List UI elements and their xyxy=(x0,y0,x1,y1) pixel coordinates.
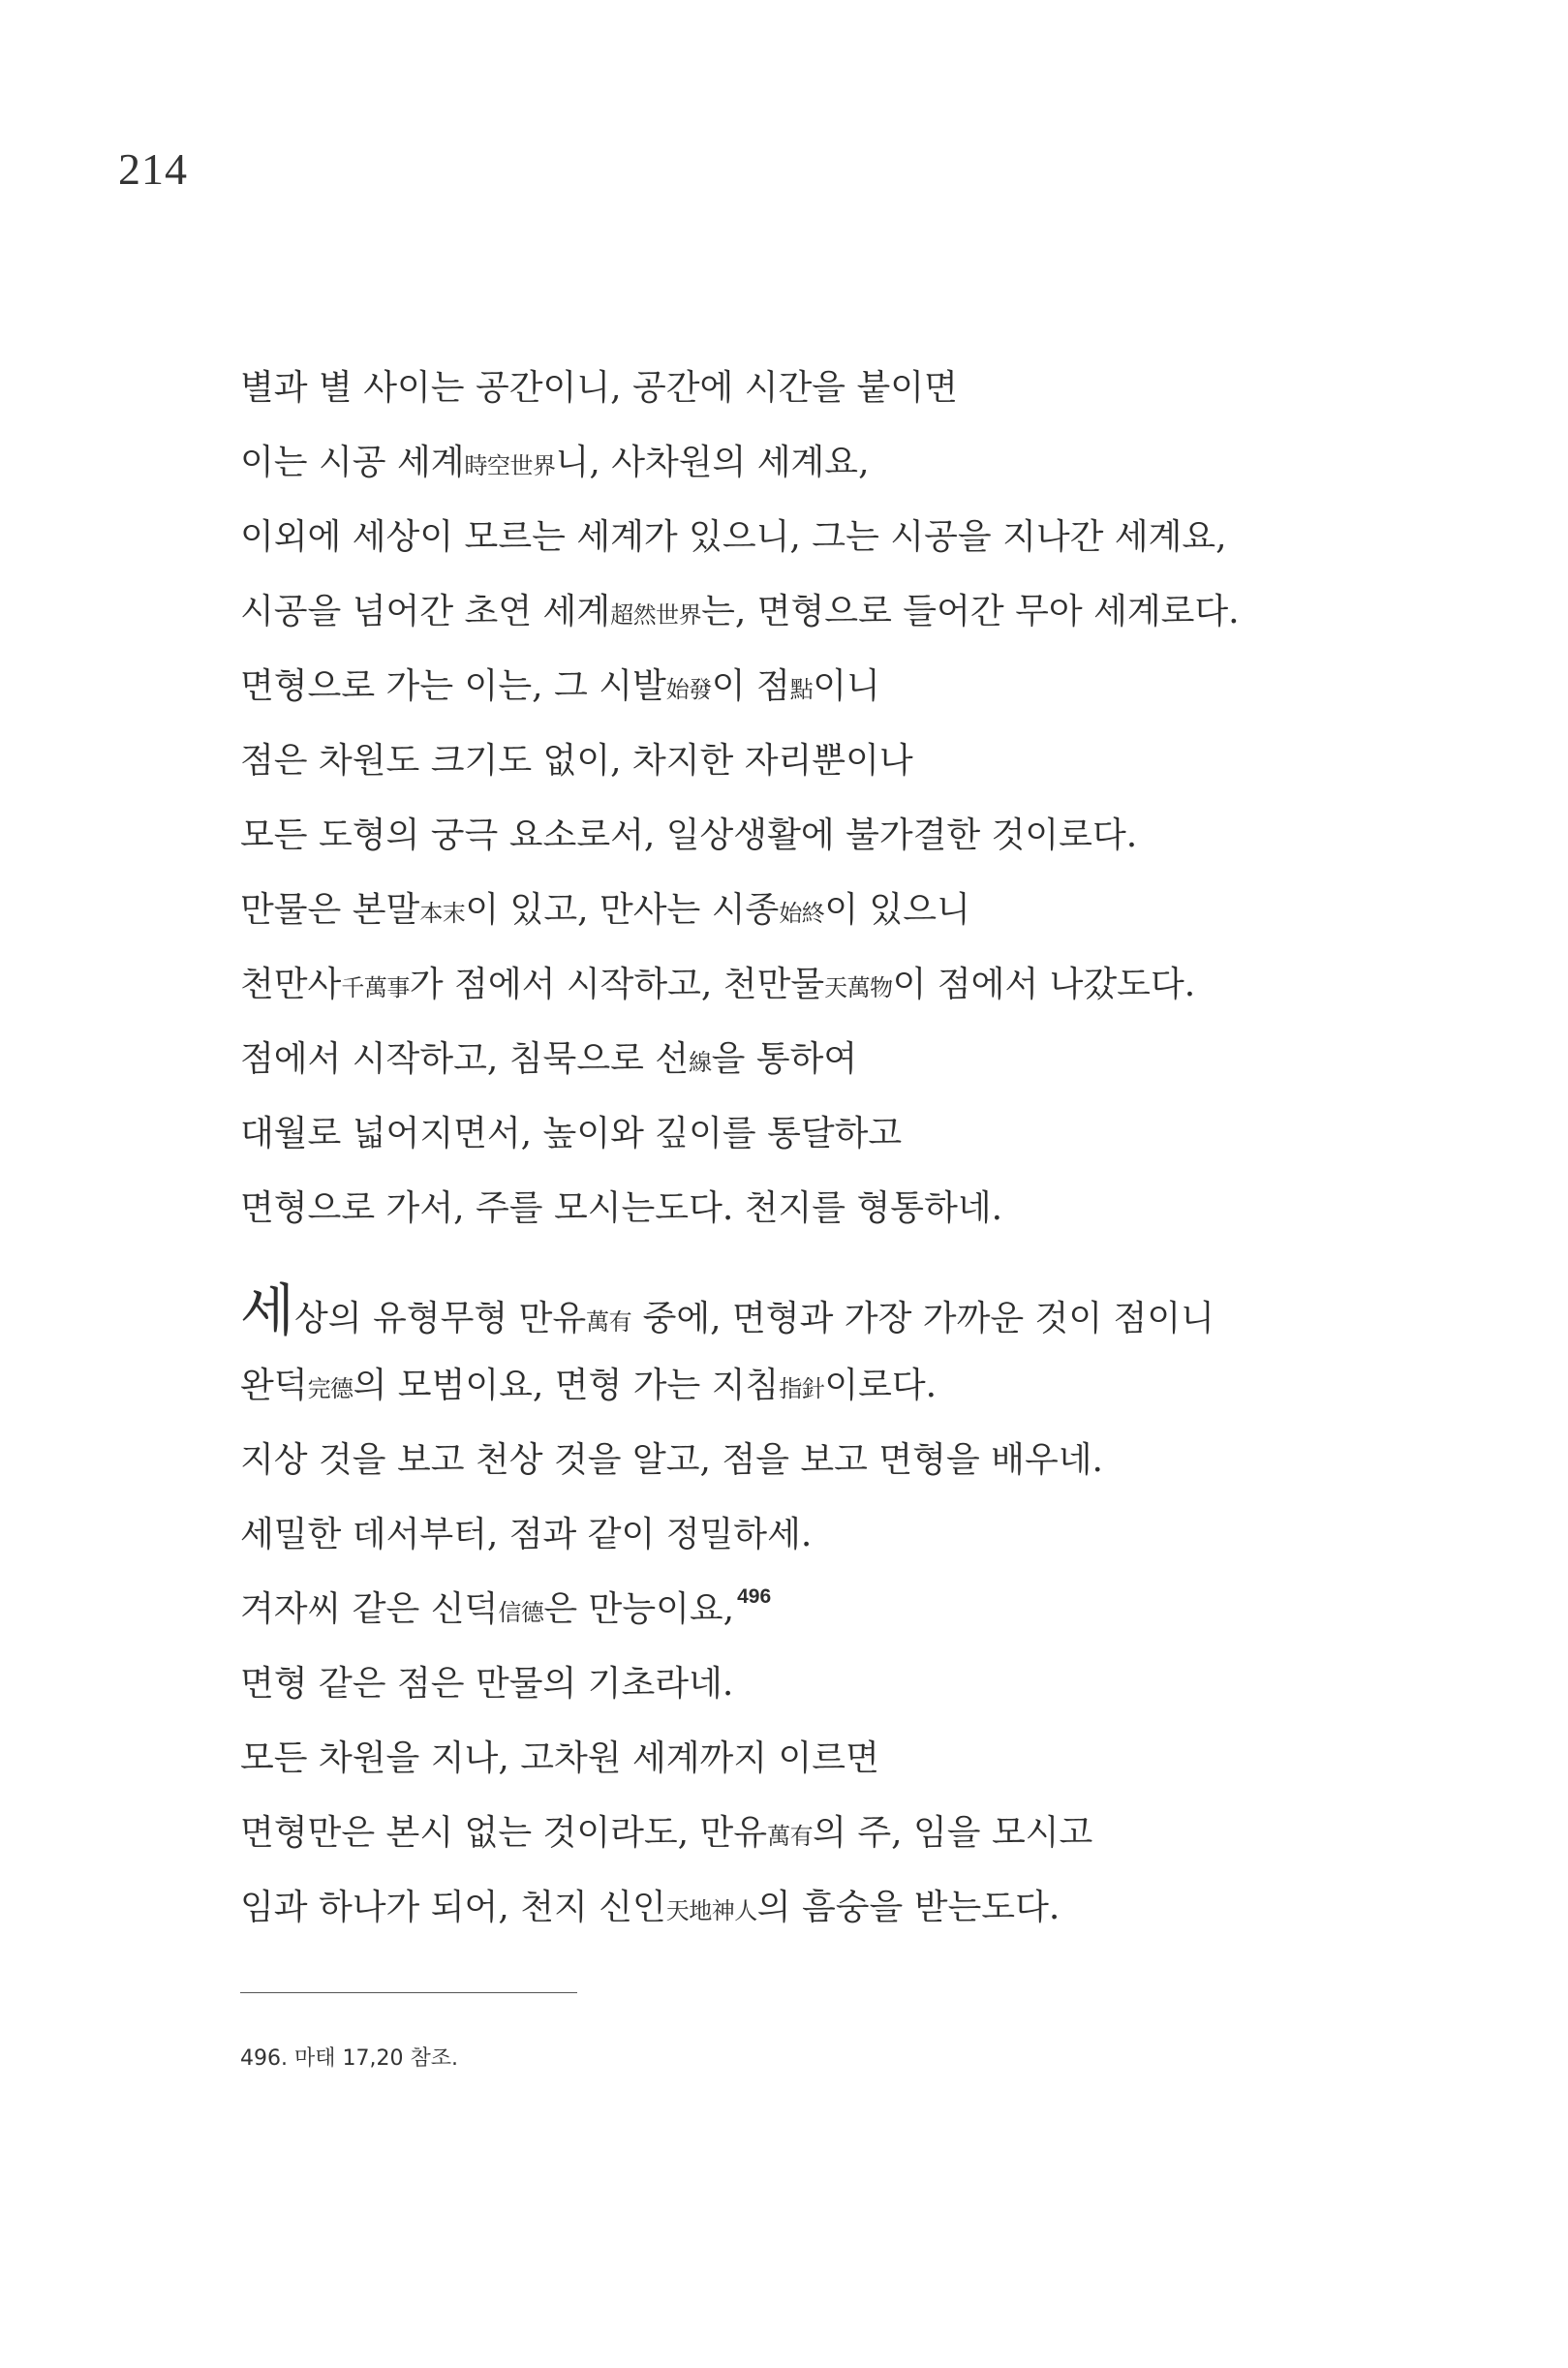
footnote-reference: 496 xyxy=(737,1585,772,1608)
poem-text: 의 흠숭을 받는도다. xyxy=(756,1888,1061,1927)
poem-text: 이니 xyxy=(813,666,880,706)
poem-text: 면형으로 가는 이는, 그 시발 xyxy=(240,666,666,706)
poem-text: 지상 것을 보고 천상 것을 알고, 점을 보고 면형을 배우네. xyxy=(240,1440,1103,1480)
poem-text: 의 모범이요, 면형 가는 지침 xyxy=(353,1366,780,1405)
hanja-annotation: 指針 xyxy=(779,1375,825,1402)
poem-text: 상의 유형무형 만유 xyxy=(294,1299,587,1338)
poem-stanza-2 xyxy=(240,1274,1402,1945)
poem-text: 의 주, 임을 모시고 xyxy=(813,1813,1093,1853)
footnote-divider xyxy=(240,1992,577,1993)
poem-line xyxy=(240,798,1402,873)
hanja-annotation: 超然世界 xyxy=(610,601,702,629)
poem-text: 중에, 면형과 가장 가까운 것이 점이니 xyxy=(631,1299,1214,1338)
poem-text: 별과 별 사이는 공간이니, 공간에 시간을 붙이면 xyxy=(240,368,958,408)
poem-text: 대월로 넓어지면서, 높이와 깊이를 통달하고 xyxy=(240,1114,903,1153)
poem-text: 니, 사차원의 세계요, xyxy=(555,443,870,482)
poem-text: 점은 차원도 크기도 없이, 차지한 자리뿐이나 xyxy=(240,741,913,781)
poem-line xyxy=(240,723,1402,798)
poem-line xyxy=(240,574,1402,649)
poem-text: 모든 도형의 궁극 요소로서, 일상생활에 불가결한 것이로다. xyxy=(240,815,1138,855)
hanja-annotation: 始終 xyxy=(779,900,825,927)
hanja-annotation: 始發 xyxy=(665,676,712,703)
poem-text: 만물은 본말 xyxy=(240,890,420,930)
poem-text: 이 점에서 나갔도다. xyxy=(892,965,1196,1004)
poem-line xyxy=(240,873,1402,947)
hanja-annotation: 線 xyxy=(689,1049,712,1076)
poem-line xyxy=(240,947,1402,1022)
poem-line xyxy=(240,1171,1402,1246)
poem-text: 이 점 xyxy=(711,666,790,706)
poem-line xyxy=(240,1870,1402,1945)
poem-line xyxy=(240,649,1402,723)
hanja-annotation: 時空世界 xyxy=(464,452,556,479)
poem-line xyxy=(240,1022,1402,1096)
poem-text: 완덕 xyxy=(240,1366,308,1405)
poem-line xyxy=(240,1348,1402,1423)
poem-line xyxy=(240,1423,1402,1497)
hanja-annotation: 萬有 xyxy=(586,1308,632,1336)
poem-text: 가 점에서 시작하고, 천만물 xyxy=(409,965,825,1004)
hanja-annotation: 完德 xyxy=(307,1375,354,1402)
poem-text: 천만사 xyxy=(240,965,342,1004)
poem-text: 점에서 시작하고, 침묵으로 선 xyxy=(240,1039,690,1079)
hanja-annotation: 天萬物 xyxy=(824,974,893,1001)
poem-text: 을 통하여 xyxy=(711,1039,858,1079)
poem-text: 이로다. xyxy=(824,1366,938,1405)
poem-text: 시공을 넘어간 초연 세계 xyxy=(240,592,611,631)
poem-line xyxy=(240,425,1402,500)
poem-line xyxy=(240,1497,1402,1572)
poem-line xyxy=(240,1646,1402,1721)
page-number: 214 xyxy=(118,144,188,194)
poem-text: 모든 차원을 지나, 고차원 세계까지 이르면 xyxy=(240,1738,879,1778)
poem-line xyxy=(240,500,1402,574)
poem-text: 겨자씨 같은 신덕 xyxy=(240,1589,499,1629)
poem-line xyxy=(240,1721,1402,1796)
poem-line xyxy=(240,1274,1402,1348)
poem-text: 이 있으니 xyxy=(824,890,970,930)
hanja-annotation: 信德 xyxy=(498,1599,544,1626)
hanja-annotation: 萬有 xyxy=(767,1823,814,1850)
poem-text: 면형만은 본시 없는 것이라도, 만유 xyxy=(240,1813,768,1853)
poem-text: 는, 면형으로 들어간 무아 세계로다. xyxy=(701,592,1240,631)
poem-line xyxy=(240,1796,1402,1870)
poem-text: 이 있고, 만사는 시종 xyxy=(465,890,780,930)
hanja-annotation: 本末 xyxy=(419,900,466,927)
hanja-annotation: 點 xyxy=(789,676,814,703)
poem-stanza-1 xyxy=(240,351,1402,1246)
footnote-496: 496. 마태 17,20 참조. xyxy=(240,2046,458,2071)
drop-cap: 세 xyxy=(240,1277,295,1343)
poem-line xyxy=(240,1572,1402,1646)
poem-text: 은 만능이요, xyxy=(543,1589,735,1629)
poem-text: 이외에 세상이 모르는 세계가 있으니, 그는 시공을 지나간 세계요, xyxy=(240,517,1227,557)
poem-text: 면형으로 가서, 주를 모시는도다. 천지를 형통하네. xyxy=(240,1188,1003,1228)
poem-line xyxy=(240,1096,1402,1171)
poem-line xyxy=(240,351,1402,425)
poem-text: 이는 시공 세계 xyxy=(240,443,465,482)
poem-text: 세밀한 데서부터, 점과 같이 정밀하세. xyxy=(240,1515,813,1554)
poem-text: 임과 하나가 되어, 천지 신인 xyxy=(240,1888,666,1927)
hanja-annotation: 天地神人 xyxy=(665,1897,757,1924)
hanja-annotation: 千萬事 xyxy=(341,974,410,1001)
poem-text: 면형 같은 점은 만물의 기초라네. xyxy=(240,1664,734,1704)
